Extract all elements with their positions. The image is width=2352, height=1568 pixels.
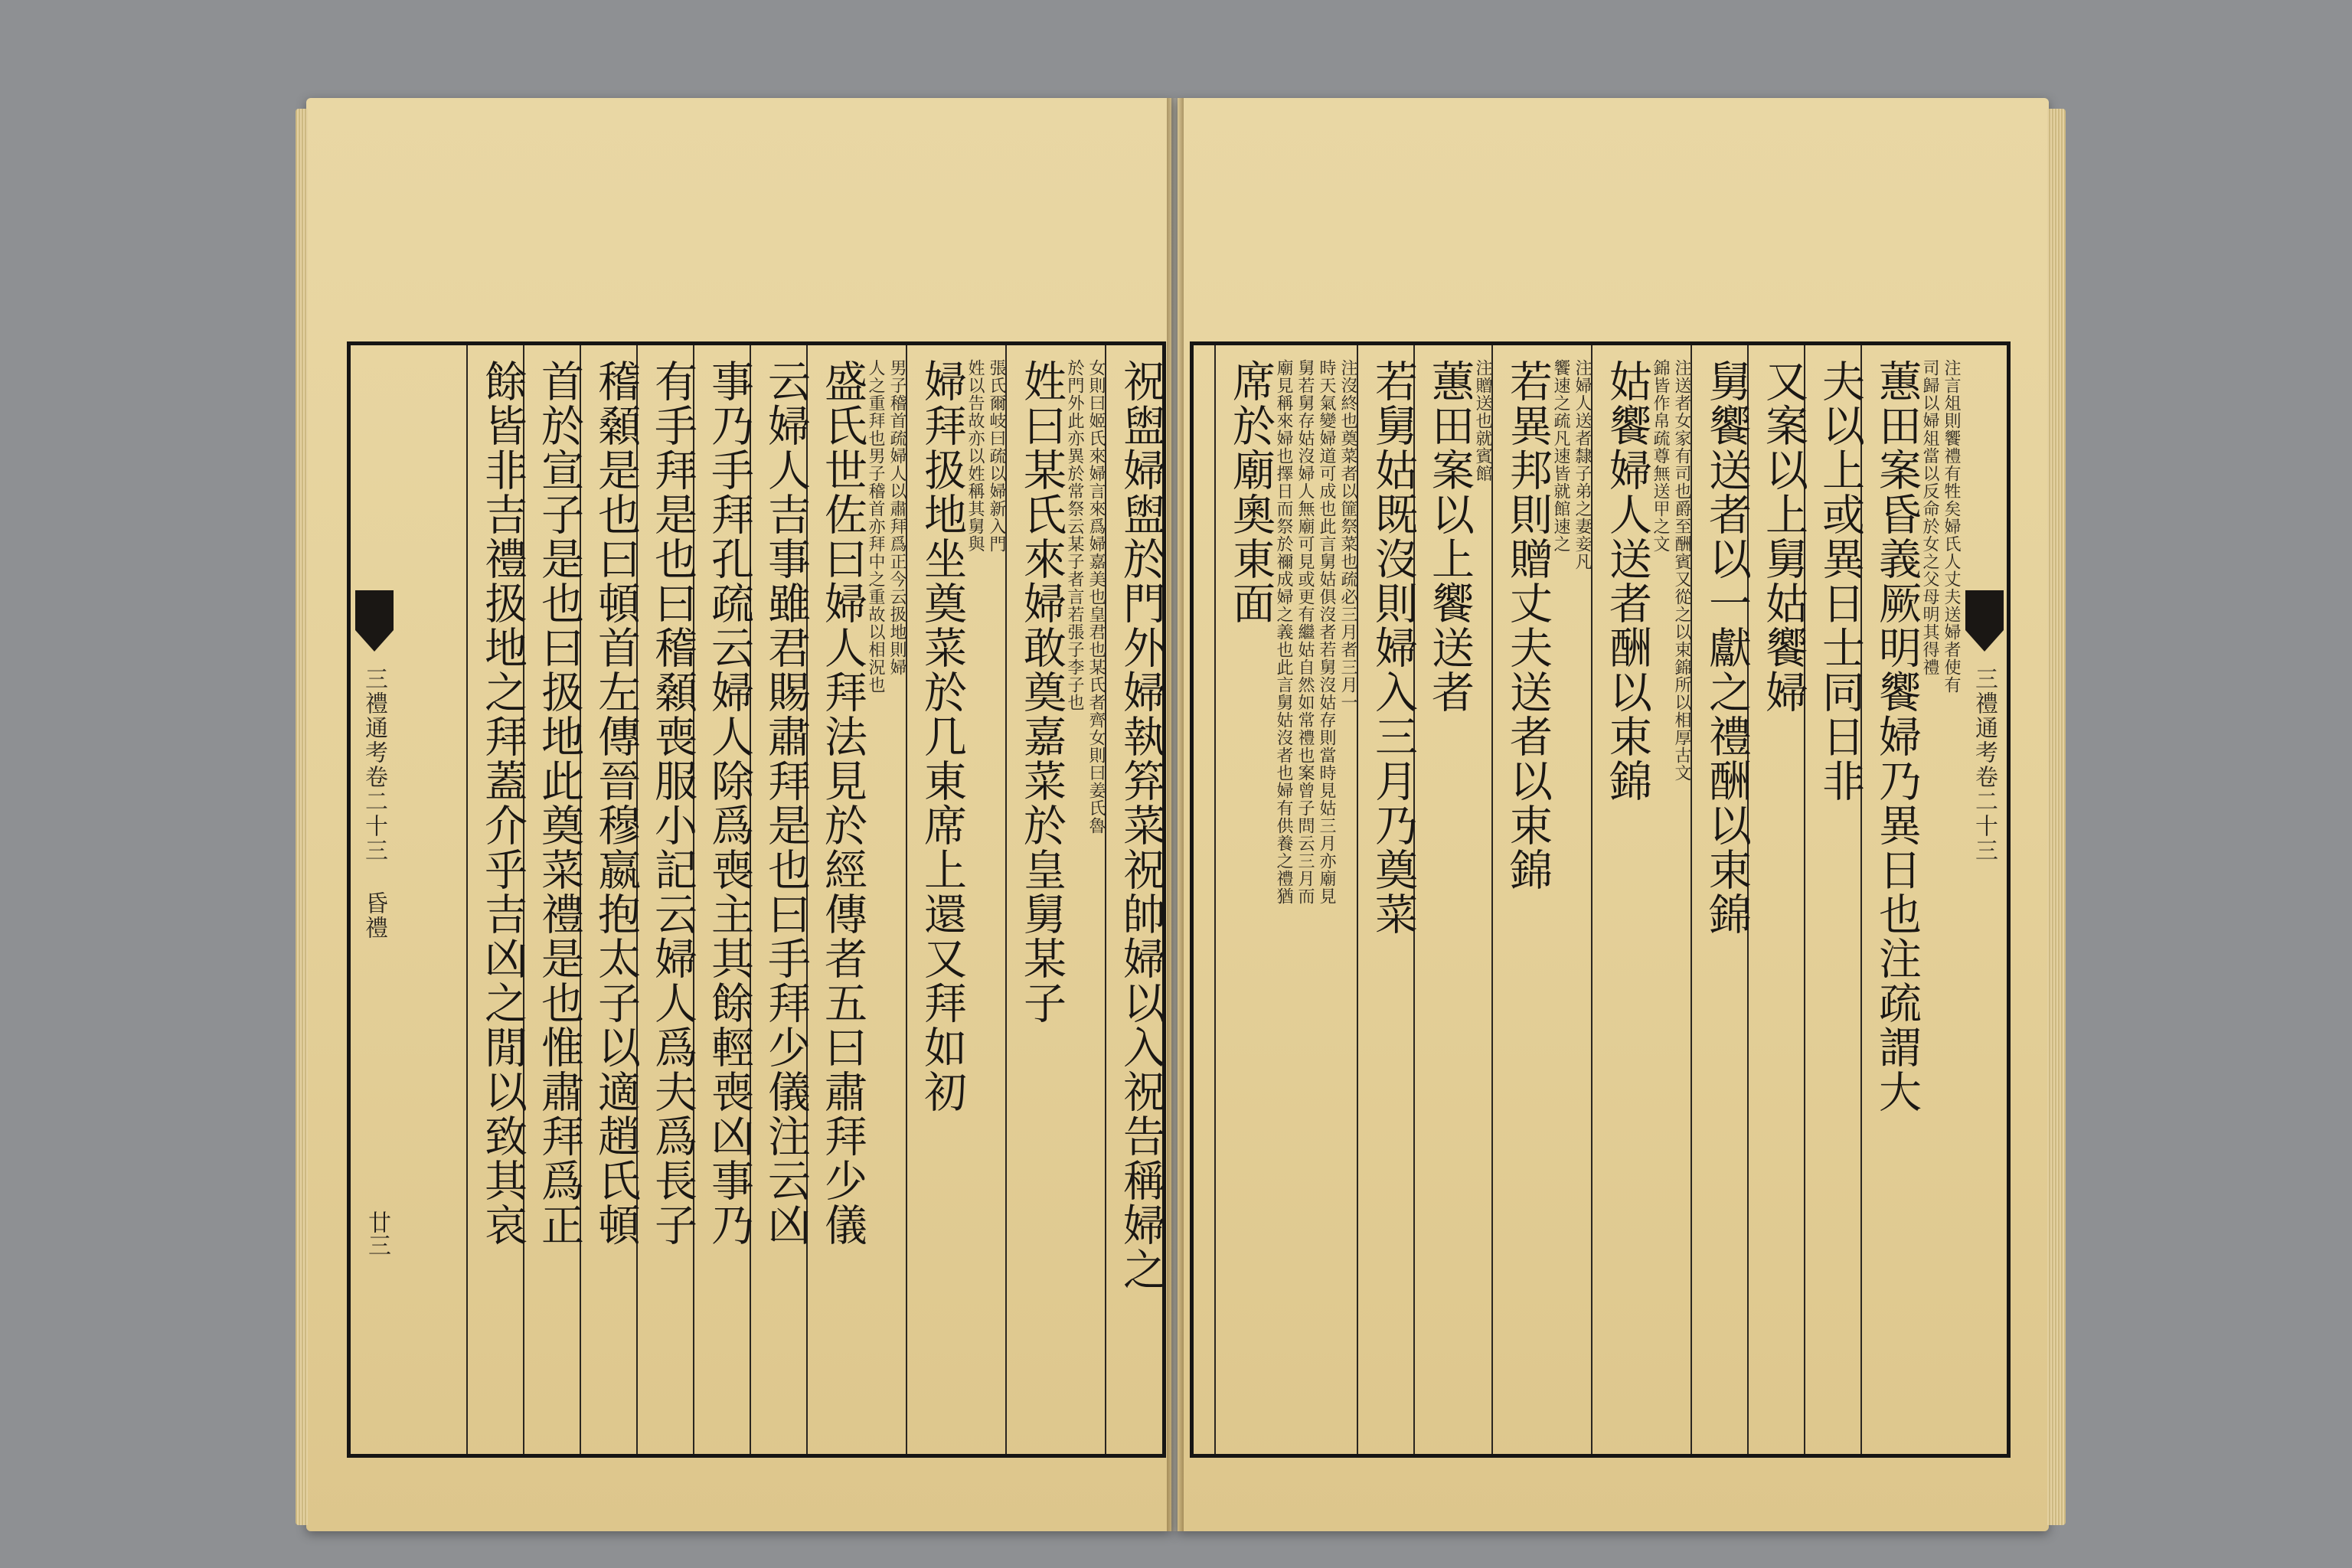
open-book	[306, 98, 2049, 1531]
commentary-column: 注沒終也奠菜者以篚祭菜也疏必三月者三月一	[1338, 359, 1357, 711]
book-gutter	[1167, 98, 1184, 1531]
commentary-column: 時天氣變婦道可成也此言舅姑俱沒者若舅沒姑存則當時見姑三月亦廟見	[1317, 359, 1336, 905]
commentary-column: 人之重拜也男子稽首亦拜中之重故以相況也	[866, 359, 885, 694]
text-column: 蕙田案昏義厥明饗婦乃異日也注疏謂大	[1872, 359, 1922, 1114]
column-rule	[466, 345, 468, 1454]
text-column: 婦拜扱地坐奠菜於几東席上還又拜如初	[917, 359, 967, 1114]
left-page	[306, 98, 1171, 1531]
commentary-column: 注送者女家有司也爵至酬賓又從之以束錦所以相厚古文	[1672, 359, 1691, 782]
text-column: 夫以上或異日士同日非	[1815, 359, 1865, 803]
commentary-column: 張氏爾岐曰疏以婦新入門	[987, 359, 1006, 553]
left-page-edges	[296, 109, 308, 1525]
text-column: 席於廟奧東面	[1226, 359, 1276, 626]
left-center-strip	[351, 345, 397, 1462]
commentary-column: 男子稽首疏婦人以肅拜爲正今云扱地則婦	[887, 359, 906, 676]
text-column: 又案以上舅姑饗婦	[1759, 359, 1808, 714]
left-folio: 廿三	[364, 1210, 390, 1256]
text-column: 祝盥婦盥於門外婦執笲菜祝帥婦以入祝告稱婦之	[1116, 359, 1166, 1292]
text-column: 有手拜是也曰稽顙喪服小記云婦人爲夫爲長子	[648, 359, 697, 1247]
text-column: 稽顙是也曰頓首左傳晉穆嬴抱太子以適趙氏頓	[591, 359, 641, 1247]
text-column: 舅饗送者以一獻之禮酬以束錦	[1702, 359, 1752, 936]
commentary-column: 於門外此亦異於常祭云某子者言若張子李子也	[1065, 359, 1084, 711]
text-column: 蕙田案以上饗送者	[1425, 359, 1475, 714]
fish-tail-mark	[1965, 590, 2004, 652]
right-text-frame	[1190, 341, 2011, 1458]
commentary-column: 女則曰姬氏來婦言來爲婦嘉美也皇君也某氏者齊女則曰姜氏魯	[1086, 359, 1106, 835]
left-center-label: 三禮通考卷二十三 昏禮	[361, 667, 387, 940]
commentary-column: 注言俎則饗禮有牲矣婦氏人丈夫送婦者使有	[1942, 359, 1961, 694]
text-column: 姑饗婦人送者酬以束錦	[1602, 359, 1652, 803]
text-column: 盛氏世佐曰婦人拜法見於經傳者五曰肅拜少儀	[818, 359, 867, 1247]
commentary-column: 饗速之疏凡速皆就館速之	[1551, 359, 1570, 553]
text-column: 事乃手拜孔疏云婦人除爲喪主其餘輕喪凶事乃	[704, 359, 754, 1247]
right-center-strip	[1961, 345, 2007, 1462]
commentary-column: 錦皆作帛疏尊無送甲之文	[1651, 359, 1670, 553]
commentary-column: 司歸以婦俎當以反命於女之父母明其得禮	[1920, 359, 1939, 676]
commentary-column: 注贈送也就賓館	[1473, 359, 1492, 482]
text-column: 首於宣子是也曰扱地此奠菜禮是也惟肅拜爲正	[534, 359, 584, 1247]
commentary-column: 姓以告故亦以姓稱其舅與	[965, 359, 985, 553]
text-column: 若異邦則贈丈夫送者以束錦	[1503, 359, 1553, 892]
text-column: 若舅姑既沒則婦入三月乃奠菜	[1368, 359, 1418, 936]
commentary-column: 注婦人送者隸子弟之妻妾凡	[1573, 359, 1592, 570]
text-column: 姓曰某氏來婦敢奠嘉菜於皇舅某子	[1017, 359, 1067, 1025]
left-text-frame	[347, 341, 1166, 1458]
commentary-column: 廟見稱來婦也擇日而祭於禰成婦之義也此言舅姑沒者也婦有供養之禮猶	[1274, 359, 1293, 905]
right-center-label: 三禮通考卷二十三	[1971, 667, 1998, 863]
column-rule	[1214, 345, 1216, 1454]
text-column: 云婦人吉事雖君賜肅拜是也曰手拜少儀注云凶	[761, 359, 811, 1247]
commentary-column: 舅若舅存姑沒婦人無廟可見或更有繼姑自然如常禮也案曾子問云三月而	[1295, 359, 1315, 905]
fish-tail-mark	[355, 590, 394, 652]
right-page-edges	[2047, 109, 2066, 1525]
text-column: 餘皆非吉禮扱地之拜蓋介乎吉凶之閒以致其哀	[478, 359, 528, 1247]
